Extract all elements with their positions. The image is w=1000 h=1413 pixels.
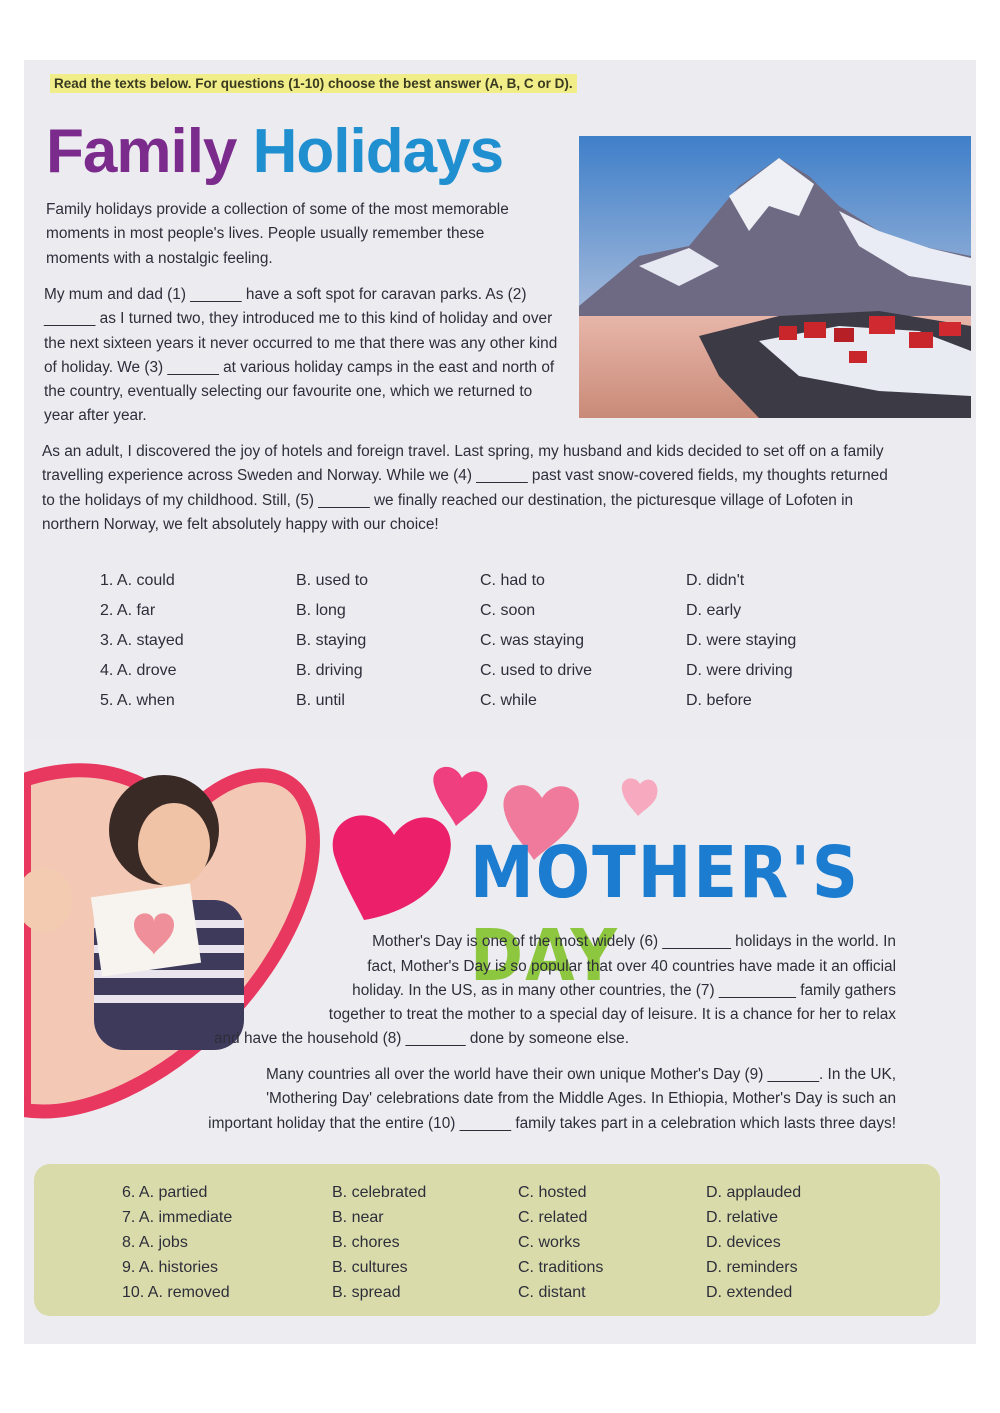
option-b[interactable]: B. long [296,602,346,619]
option-a[interactable]: 2. A. far [100,602,156,619]
option-c[interactable]: C. hosted [518,1184,587,1201]
option-a[interactable]: 3. A. stayed [100,632,184,649]
instructions: Read the texts below. For questions (1-10) choose the best answer (A, B, C or D). [50,74,577,93]
option-d[interactable]: D. were driving [686,662,793,679]
option-c[interactable]: C. while [480,692,537,709]
question-row [122,1184,922,1212]
option-a[interactable]: 1. A. could [100,572,175,589]
text-line: fact, Mother's Day is so popular that over 40 countries have made it an official [367,958,896,975]
paragraph-travel: As an adult, I discovered the joy of hotels and foreign travel. Last spring, my husband and kids decided to set off on a family travelling experience across Sweden and Norway. While we (4) ______ past vast snow-covered fields, my thoughts returned to the holidays of my childhood. Still, (5) ______ we finally reached our destination, the picturesque village of Lofoten in northern Norway, we felt absolutely happy with our choice! [42,443,888,533]
text-line: together to treat the mother to a special day of leisure. It is a chance for her to relax [328,1006,896,1023]
text-line: important holiday that the entire (10) ______ family takes part in a celebration which lasts three days! [208,1115,896,1132]
option-d[interactable]: D. reminders [706,1259,798,1276]
option-d[interactable]: D. early [686,602,742,619]
option-b[interactable]: B. until [296,692,345,709]
paragraph-caravan: My mum and dad (1) ______ have a soft spot for caravan parks. As (2) ______ as I turned two, they introduced me to this kind of holiday and over the next sixteen years it never occurred to me that there was any other kind of holiday. We (3) ______ at various holiday camps in the east and north of the country, eventually selecting our favourite one, which we returned to year after year. [44,286,558,425]
option-b[interactable]: B. cultures [332,1259,408,1276]
family-holidays-title [46,116,503,187]
option-c[interactable]: C. had to [480,572,545,589]
question-row [122,1234,922,1262]
question-row [122,1259,922,1287]
option-d[interactable]: D. relative [706,1209,779,1226]
text-line: 'Mothering Day' celebrations date from the Middle Ages. In Ethiopia, Mother's Day is such an [266,1090,896,1107]
option-a[interactable]: 4. A. drove [100,662,177,679]
option-c[interactable]: C. works [518,1234,581,1251]
option-c[interactable]: C. traditions [518,1259,604,1276]
worksheet-page [24,60,976,1344]
option-d[interactable]: D. extended [706,1284,793,1301]
question-row [122,1209,922,1237]
option-b[interactable]: B. near [332,1209,384,1226]
question-row [100,692,900,720]
heart-icon [433,767,487,826]
option-b[interactable]: B. driving [296,662,363,679]
title-mothers: MOTHER'S [470,832,860,915]
text-line: holiday. In the US, as in many other countries, the (7) _________ family gathers [352,982,896,999]
option-b[interactable]: B. used to [296,572,369,589]
options-6-10 [122,1184,922,1324]
option-d[interactable]: D. devices [706,1234,781,1251]
big-heart-icon [333,815,451,920]
option-b[interactable]: B. staying [296,632,367,649]
option-d[interactable]: D. before [686,692,752,709]
option-a[interactable]: 10. A. removed [122,1284,230,1301]
text-line: and have the household (8) _______ done by someone else. [214,1030,630,1047]
title-family: Family [46,117,237,186]
question-row [100,572,900,600]
heart-icon [622,778,658,816]
options-1-5 [100,572,900,722]
option-d[interactable]: D. were staying [686,632,797,649]
question-row [100,602,900,630]
option-d[interactable]: D. didn't [686,572,745,589]
option-a[interactable]: 7. A. immediate [122,1209,233,1226]
intro-paragraph: Family holidays provide a collection of some of the most memorable moments in most people's lives. People usually remember these moments with a nostalgic feeling. [46,201,509,267]
option-c[interactable]: C. related [518,1209,588,1226]
option-a[interactable]: 8. A. jobs [122,1234,188,1251]
mother-face-icon [138,803,210,887]
option-a[interactable]: 5. A. when [100,692,175,709]
option-b[interactable]: B. chores [332,1234,400,1251]
option-c[interactable]: C. distant [518,1284,586,1301]
option-b[interactable]: B. celebrated [332,1184,427,1201]
option-b[interactable]: B. spread [332,1284,401,1301]
option-c[interactable]: C. was staying [480,632,585,649]
title-holidays: Holidays [252,117,504,186]
option-d[interactable]: D. applauded [706,1184,802,1201]
text-line: Mother's Day is one of the most widely (6) ________ holidays in the world. In [372,933,896,950]
option-a[interactable]: 9. A. histories [122,1259,219,1276]
option-c[interactable]: C. used to drive [480,662,593,679]
question-row [100,632,900,660]
question-row [122,1284,922,1312]
question-row [100,662,900,690]
lofoten-photo [579,136,971,418]
title-day: DAY [470,914,619,998]
option-c[interactable]: C. soon [480,602,536,619]
option-a[interactable]: 6. A. partied [122,1184,208,1201]
text-line: Many countries all over the world have their own unique Mother's Day (9) ______. In the UK, [265,1066,896,1083]
